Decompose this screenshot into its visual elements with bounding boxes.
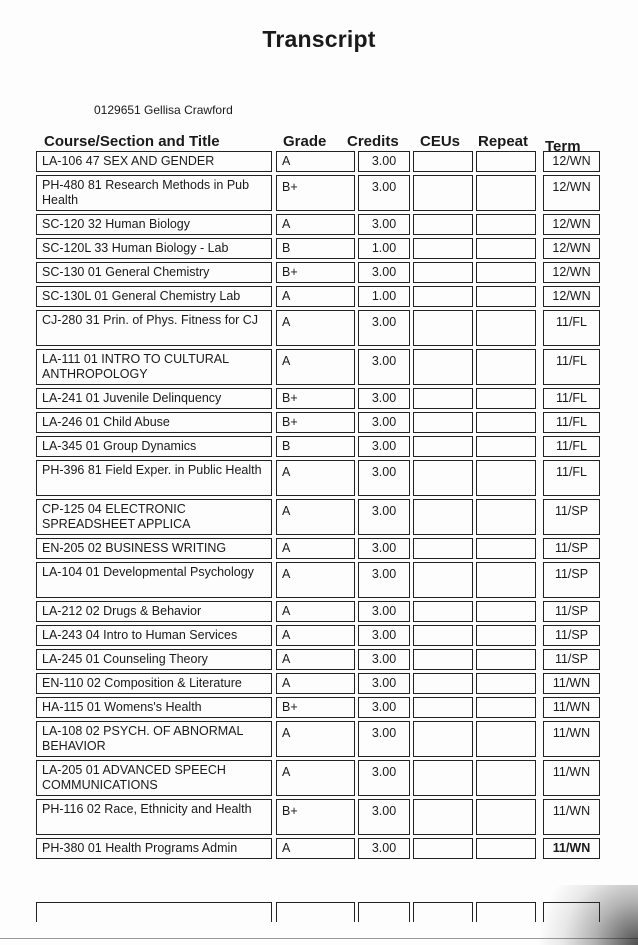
ceus-cell (413, 262, 473, 283)
empty-ceus-cell (413, 902, 473, 922)
course-cell: HA-115 01 Womens's Health (36, 697, 272, 718)
ceus-cell (413, 538, 473, 559)
term-cell: 11/SP (543, 601, 600, 622)
course-cell: CJ-280 31 Prin. of Phys. Fitness for CJ (36, 310, 272, 346)
table-row (0, 436, 638, 457)
ceus-cell (413, 601, 473, 622)
repeat-cell (476, 286, 536, 307)
ceus-cell (413, 175, 473, 211)
grade-cell: A (276, 286, 355, 307)
repeat-cell (476, 538, 536, 559)
grade-cell: A (276, 601, 355, 622)
credits-cell: 3.00 (358, 310, 410, 346)
term-cell: 11/FL (543, 460, 600, 496)
ceus-cell (413, 349, 473, 385)
term-cell: 11/WN (543, 721, 600, 757)
credits-cell: 3.00 (358, 697, 410, 718)
repeat-cell (476, 388, 536, 409)
table-row (0, 799, 638, 835)
ceus-cell (413, 697, 473, 718)
repeat-cell (476, 601, 536, 622)
repeat-cell (476, 310, 536, 346)
term-cell: 11/SP (543, 538, 600, 559)
term-cell: 11/FL (543, 310, 600, 346)
course-cell: EN-110 02 Composition & Literature (36, 673, 272, 694)
ceus-cell (413, 799, 473, 835)
repeat-cell (476, 460, 536, 496)
credits-cell: 3.00 (358, 673, 410, 694)
credits-cell: 1.00 (358, 238, 410, 259)
term-cell: 11/WN (543, 838, 600, 859)
table-row (0, 310, 638, 346)
grade-cell: A (276, 673, 355, 694)
credits-cell: 3.00 (358, 175, 410, 211)
course-cell: LA-245 01 Counseling Theory (36, 649, 272, 670)
credits-cell: 3.00 (358, 721, 410, 757)
credits-cell: 3.00 (358, 214, 410, 235)
grade-cell: A (276, 349, 355, 385)
table-row (0, 214, 638, 235)
term-cell: 12/WN (543, 214, 600, 235)
grade-cell: A (276, 760, 355, 796)
repeat-cell (476, 214, 536, 235)
course-cell: LA-241 01 Juvenile Delinquency (36, 388, 272, 409)
grade-cell: A (276, 310, 355, 346)
ceus-cell (413, 649, 473, 670)
table-row (0, 286, 638, 307)
ceus-cell (413, 151, 473, 172)
repeat-cell (476, 799, 536, 835)
repeat-cell (476, 151, 536, 172)
table-row (0, 721, 638, 757)
ceus-cell (413, 310, 473, 346)
credits-cell: 3.00 (358, 625, 410, 646)
course-cell: LA-108 02 PSYCH. OF ABNORMAL BEHAVIOR (36, 721, 272, 757)
credits-cell: 3.00 (358, 538, 410, 559)
course-cell: SC-130 01 General Chemistry (36, 262, 272, 283)
course-cell: PH-480 81 Research Methods in Pub Health (36, 175, 272, 211)
repeat-cell (476, 436, 536, 457)
term-cell: 11/FL (543, 412, 600, 433)
table-row (0, 388, 638, 409)
credits-cell: 3.00 (358, 649, 410, 670)
repeat-cell (476, 838, 536, 859)
table-row (0, 838, 638, 859)
ceus-cell (413, 499, 473, 535)
table-header (0, 131, 638, 153)
table-row (0, 349, 638, 385)
course-cell: LA-205 01 ADVANCED SPEECH COMMUNICATIONS (36, 760, 272, 796)
table-row (0, 151, 638, 172)
grade-cell: A (276, 721, 355, 757)
ceus-cell (413, 238, 473, 259)
repeat-cell (476, 412, 536, 433)
grade-cell: A (276, 499, 355, 535)
course-cell: PH-396 81 Field Exper. in Public Health (36, 460, 272, 496)
table-row (0, 649, 638, 670)
table-row (0, 460, 638, 496)
table-row (0, 499, 638, 535)
credits-cell: 3.00 (358, 262, 410, 283)
course-cell: LA-111 01 INTRO TO CULTURAL ANTHROPOLOGY (36, 349, 272, 385)
grade-cell: A (276, 838, 355, 859)
grade-cell: A (276, 625, 355, 646)
grade-cell: B+ (276, 175, 355, 211)
table-row (0, 697, 638, 718)
course-cell: LA-246 01 Child Abuse (36, 412, 272, 433)
grade-cell: B (276, 436, 355, 457)
empty-grade-cell (276, 902, 355, 922)
ceus-cell (413, 721, 473, 757)
grade-cell: A (276, 214, 355, 235)
credits-cell: 3.00 (358, 151, 410, 172)
term-cell: 11/SP (543, 625, 600, 646)
grade-cell: A (276, 460, 355, 496)
table-row (0, 673, 638, 694)
header-repeat: Repeat (478, 133, 529, 150)
credits-cell: 3.00 (358, 349, 410, 385)
repeat-cell (476, 499, 536, 535)
page-title: Transcript (262, 26, 376, 52)
table-row (0, 562, 638, 598)
term-cell: 11/WN (543, 760, 600, 796)
repeat-cell (476, 649, 536, 670)
credits-cell: 1.00 (358, 286, 410, 307)
header-term: Term (545, 138, 581, 155)
grade-cell: B+ (276, 412, 355, 433)
term-cell: 11/FL (543, 349, 600, 385)
table-row (0, 538, 638, 559)
course-cell: LA-106 47 SEX AND GENDER (36, 151, 272, 172)
header-course: Course/Section and Title (44, 133, 220, 150)
credits-cell: 3.00 (358, 601, 410, 622)
transcript-table (0, 151, 638, 862)
table-row (0, 238, 638, 259)
header-ceus: CEUs (420, 133, 461, 150)
table-row (0, 412, 638, 433)
repeat-cell (476, 349, 536, 385)
course-cell: LA-104 01 Developmental Psychology (36, 562, 272, 598)
repeat-cell (476, 673, 536, 694)
course-cell: LA-212 02 Drugs & Behavior (36, 601, 272, 622)
term-cell: 11/SP (543, 562, 600, 598)
course-cell: LA-345 01 Group Dynamics (36, 436, 272, 457)
ceus-cell (413, 388, 473, 409)
term-cell: 12/WN (543, 238, 600, 259)
ceus-cell (413, 286, 473, 307)
credits-cell: 3.00 (358, 838, 410, 859)
term-cell: 12/WN (543, 286, 600, 307)
ceus-cell (413, 625, 473, 646)
course-cell: SC-130L 01 General Chemistry Lab (36, 286, 272, 307)
repeat-cell (476, 562, 536, 598)
table-row (0, 262, 638, 283)
grade-cell: B+ (276, 388, 355, 409)
term-cell: 11/SP (543, 499, 600, 535)
ceus-cell (413, 412, 473, 433)
repeat-cell (476, 238, 536, 259)
credits-cell: 3.00 (358, 562, 410, 598)
table-row (0, 625, 638, 646)
grade-cell: B+ (276, 799, 355, 835)
credits-cell: 3.00 (358, 412, 410, 433)
empty-repeat-cell (476, 902, 536, 922)
table-row (0, 175, 638, 211)
repeat-cell (476, 175, 536, 211)
grade-cell: A (276, 649, 355, 670)
course-cell: SC-120 32 Human Biology (36, 214, 272, 235)
repeat-cell (476, 697, 536, 718)
student-id-name: 0129651 Gellisa Crawford (94, 103, 233, 117)
repeat-cell (476, 760, 536, 796)
ceus-cell (413, 760, 473, 796)
header-grade: Grade (283, 133, 327, 150)
term-cell: 12/WN (543, 151, 600, 172)
grade-cell: A (276, 562, 355, 598)
course-cell: LA-243 04 Intro to Human Services (36, 625, 272, 646)
ceus-cell (413, 838, 473, 859)
grade-cell: B+ (276, 262, 355, 283)
term-cell: 11/WN (543, 799, 600, 835)
course-cell: PH-116 02 Race, Ethnicity and Health (36, 799, 272, 835)
grade-cell: B+ (276, 697, 355, 718)
repeat-cell (476, 262, 536, 283)
course-cell: PH-380 01 Health Programs Admin (36, 838, 272, 859)
term-cell: 11/WN (543, 697, 600, 718)
ceus-cell (413, 214, 473, 235)
ceus-cell (413, 436, 473, 457)
term-cell: 12/WN (543, 262, 600, 283)
term-cell: 11/WN (543, 673, 600, 694)
credits-cell: 3.00 (358, 436, 410, 457)
table-row (0, 760, 638, 796)
term-cell: 12/WN (543, 175, 600, 211)
header-credits: Credits (347, 133, 399, 150)
grade-cell: B (276, 238, 355, 259)
course-cell: EN-205 02 BUSINESS WRITING (36, 538, 272, 559)
credits-cell: 3.00 (358, 799, 410, 835)
empty-credits-cell (358, 902, 410, 922)
ceus-cell (413, 460, 473, 496)
term-cell: 11/FL (543, 436, 600, 457)
repeat-cell (476, 625, 536, 646)
empty-course-cell (36, 902, 272, 922)
scan-smudge (528, 885, 638, 945)
course-cell: CP-125 04 ELECTRONIC SPREADSHEET APPLICA (36, 499, 272, 535)
term-cell: 11/FL (543, 388, 600, 409)
ceus-cell (413, 562, 473, 598)
grade-cell: A (276, 538, 355, 559)
ceus-cell (413, 673, 473, 694)
repeat-cell (476, 721, 536, 757)
credits-cell: 3.00 (358, 760, 410, 796)
credits-cell: 3.00 (358, 388, 410, 409)
term-cell: 11/SP (543, 649, 600, 670)
credits-cell: 3.00 (358, 499, 410, 535)
credits-cell: 3.00 (358, 460, 410, 496)
table-row (0, 601, 638, 622)
course-cell: SC-120L 33 Human Biology - Lab (36, 238, 272, 259)
grade-cell: A (276, 151, 355, 172)
